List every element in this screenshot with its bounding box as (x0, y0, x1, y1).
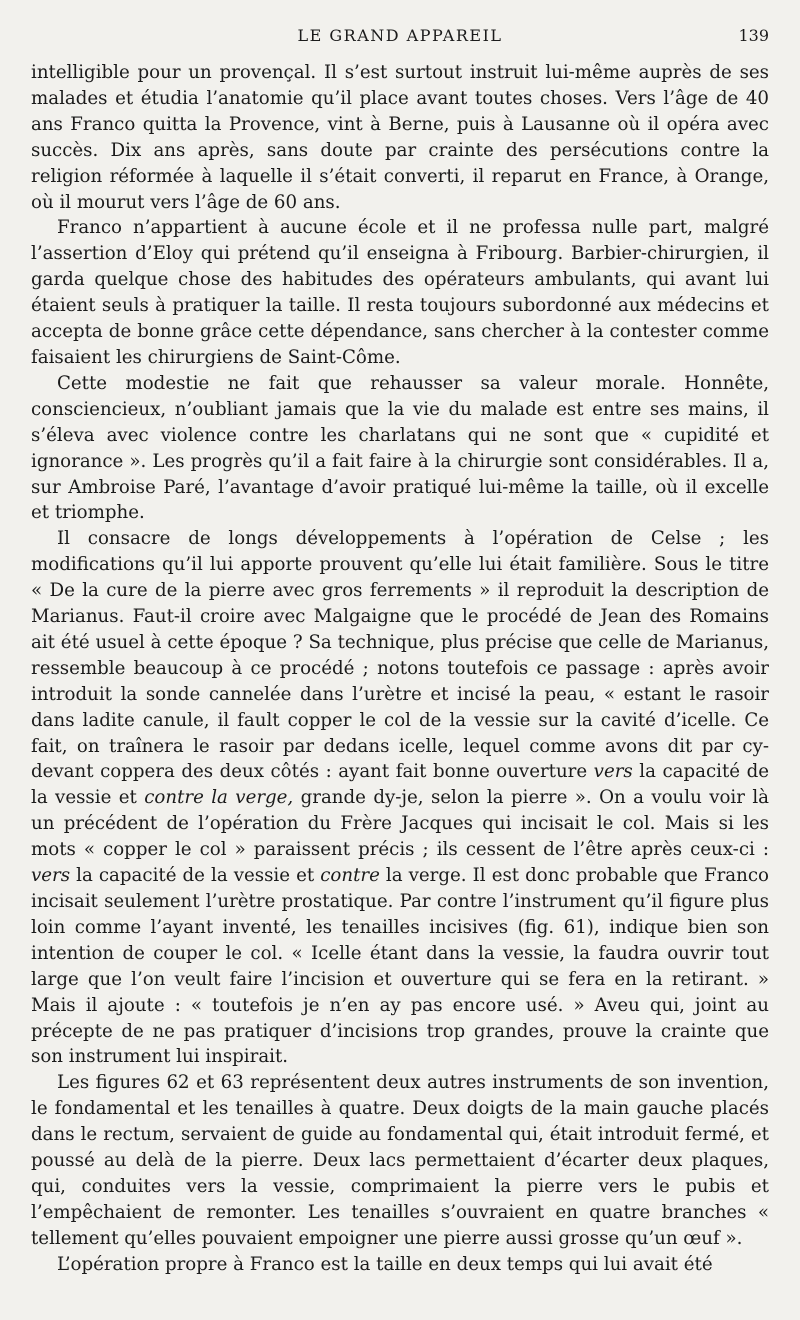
italic-text: contre la verge, (144, 787, 294, 809)
paragraph (31, 215, 769, 370)
paragraph (31, 60, 769, 215)
text-run: Cette modestie ne fait que rehausser sa valeur morale. Honnête, consciencieux, n’oubliant jamais que la vie du malade est entre ses mains, il s’éleva avec violence contre les charlatans qui ne sont que « cupidité et ignorance ». Les progrès qu’il a fait faire à la chirurgie sont considérables. Il a, sur Ambroise Paré, l’avantage d’avoir pratiqué lui-même la taille, où il excelle et triomphe. (31, 372, 769, 524)
text-run: intelligible pour un provençal. Il s’est surtout instruit lui-même auprès de ses malades et étudia l’anatomie qu’il place avant toutes choses. Vers l’âge de 40 ans Franco quitta la Provence, vint à Berne, puis à Lausanne où il opéra avec succès. Dix ans après, sans doute par crainte des persécutions contre la religion réformée à laquelle il s’était converti, il reparut en France, à Orange, où il mourut vers l’âge de 60 ans. (31, 62, 769, 213)
text-run: la capacité de la vessie et (70, 865, 321, 887)
paragraph (31, 1252, 769, 1278)
text-run: la capacité de la vessie et (31, 761, 769, 809)
running-head (31, 26, 769, 50)
paragraph (31, 371, 769, 526)
text-run: Les figures 62 et 63 représentent deux autres instruments de son invention, le fondamental et les tenailles à quatre. Deux doigts de la main gauche placés dans le rectum, servaient de guide au fondamental qui, était introduit fermé, et poussé au delà de la pierre. Deux lacs permettaient d’écarter deux plaques, qui, conduites vers la vessie, comprimaient la pierre vers le pubis et l’empêchaient de remonter. Les tenailles s’ouvraient en quatre branches « tellement qu’elles pouvaient empoigner une pierre aussi grosse qu’un œuf ». (31, 1072, 769, 1249)
page-number: 139 (738, 26, 769, 45)
italic-text: vers (593, 761, 633, 783)
paragraph (31, 1070, 769, 1251)
text-run: Il consacre de longs développements à l’opération de Celse ; les modifications qu’il lui apporte prouvent qu’elle lui était familière. Sous le titre « De la cure de la pierre avec gros ferrements » il reproduit la description de Marianus. Faut-il croire avec Malgaigne que le procédé de Jean des Romains ait été usuel à cette époque ? Sa technique, plus précise que celle de Marianus, ressemble beaucoup à ce procédé ; notons toutefois ce passage : après avoir introduit la sonde cannelée dans l’urètre et incisé la peau, « estant le rasoir dans ladite canule, il fault copper le col de la vessie sur la cavité d’icelle. Ce fait, on traînera le rasoir par dedans icelle, lequel comme avons dit par cy-devant coppera des deux côtés : ayant fait bonne ouverture (31, 528, 769, 783)
paragraph (31, 526, 769, 1070)
text-run: L’opération propre à Franco est la taille en deux temps qui lui avait été (57, 1253, 713, 1275)
text-run: la verge. Il est donc probable que Franco incisait seulement l’urètre prostatique. Par contre l’instrument qu’il figure plus loin comme l’ayant inventé, les tenailles incisives (fig. 61), indique bien son intention de couper le col. « Icelle étant dans la vessie, la faudra ouvrir tout large que l’on veult faire l’incision et ouverture qui se fera en la retirant. » Mais il ajoute : « toutefois je n’en ay pas encore usé. » Aveu qui, joint au précepte de ne pas pratiquer d’incisions trop grandes, prouve la crainte que son instrument lui inspirait. (31, 865, 769, 1068)
text-run: Franco n’appartient à aucune école et il ne professa nulle part, malgré l’assertion d’Eloy qui prétend qu’il enseigna à Fribourg. Barbier-chirurgien, il garda quelque chose des habitudes des opérateurs ambulants, qui avant lui étaient seuls à pratiquer la taille. Il resta toujours subordonné aux médecins et accepta de bonne grâce cette dépendance, sans chercher à la contester comme faisaient les chirurgiens de Saint-Côme. (31, 217, 769, 368)
italic-text: contre (320, 865, 380, 887)
running-title: LE GRAND APPAREIL (297, 26, 503, 45)
italic-text: vers (31, 865, 71, 887)
body-text (31, 60, 769, 1278)
text-run: grande dy-je, selon la pierre ». On a voulu voir là un précédent de l’opération du Frère Jacques qui incisait le col. Mais si les mots « copper le col » paraissent précis ; ils cessent de l’être après ceux-ci : (31, 787, 769, 861)
